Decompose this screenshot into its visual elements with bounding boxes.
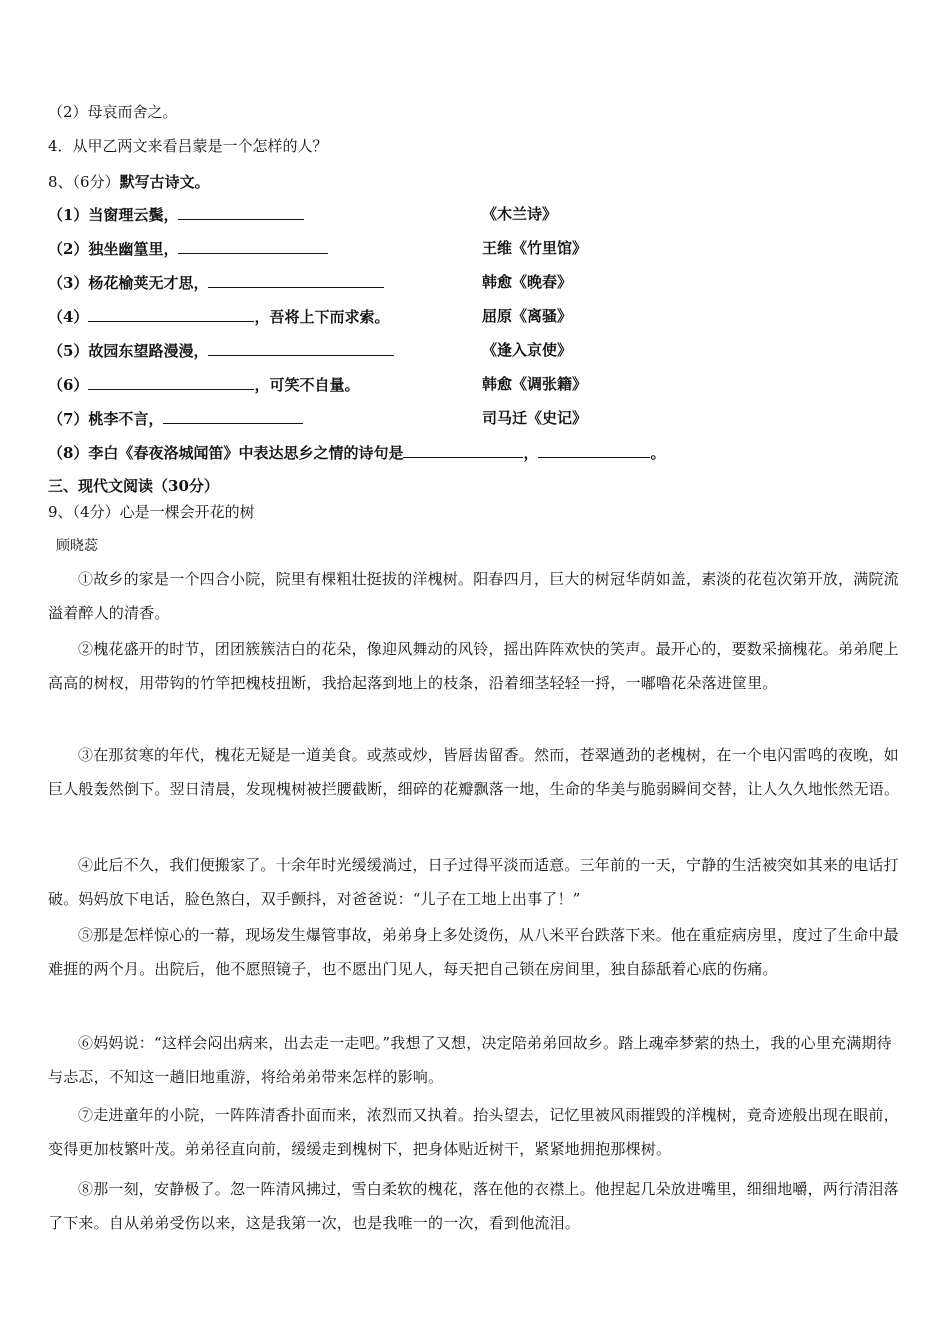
article-paragraph-8: ⑧那一刻，安静极了。忽一阵清风拂过，雪白柔软的槐花，落在他的衣襟上。他捏起几朵放进嘴里，细细地嚼，两行清泪落了下来。自从弟弟受伤以来，这是我第一次，也是我唯一的一次，看到他流泪。 bbox=[48, 1180, 899, 1232]
poem-item-8-blank-2[interactable] bbox=[538, 442, 650, 458]
poem-item-7-text: （7）桃李不言， bbox=[48, 410, 164, 428]
section-8-heading bbox=[48, 172, 210, 192]
poem-item-5-blank[interactable] bbox=[208, 340, 394, 356]
poem-item-7-source: 司马迁《史记》 bbox=[482, 409, 588, 427]
poem-item-3-blank[interactable] bbox=[208, 272, 384, 288]
poem-item-7-blank[interactable] bbox=[163, 408, 303, 424]
poem-item-4-text: ，吾将上下而求索。 bbox=[254, 308, 390, 326]
poem-item-5-source: 《逢入京使》 bbox=[482, 341, 573, 359]
poem-item-4-number: （4） bbox=[48, 308, 89, 326]
question-9-title: 9、（4分）心是一棵会开花的树 bbox=[48, 503, 255, 521]
poem-item-8-blank-1[interactable] bbox=[403, 442, 523, 458]
poem-item-2 bbox=[48, 238, 328, 259]
section-3-heading: 三、现代文阅读（30分） bbox=[48, 477, 219, 495]
poem-item-3-text: （3）杨花榆荚无才思， bbox=[48, 274, 209, 292]
poem-item-4 bbox=[48, 306, 389, 327]
section-8-title: 默写古诗文。 bbox=[119, 173, 210, 191]
article-paragraph-6: ⑥妈妈说：“这样会闷出病来，出去走一走吧。”我想了又想，决定陪弟弟回故乡。踏上魂牵梦萦的热土，我的心里充满期待与忐忑，不知这一趟旧地重游，将给弟弟带来怎样的影响。 bbox=[48, 1034, 892, 1086]
poem-item-8 bbox=[48, 442, 665, 463]
poem-item-5 bbox=[48, 340, 394, 361]
poem-item-3 bbox=[48, 272, 384, 293]
poem-item-1-source: 《木兰诗》 bbox=[482, 205, 558, 223]
article-paragraph-4: ④此后不久，我们便搬家了。十余年时光缓缓淌过，日子过得平淡而适意。三年前的一天，宁静的生活被突如其来的电话打破。妈妈放下电话，脸色煞白，双手颤抖，对爸爸说：“儿子在工地上出事了！” bbox=[48, 856, 899, 908]
section-8-number: 8、（6分） bbox=[48, 173, 120, 191]
poem-item-2-text: （2）独坐幽篁里， bbox=[48, 240, 179, 258]
poem-item-6-number: （6） bbox=[48, 376, 89, 394]
article-author: 顾晓蕊 bbox=[56, 538, 98, 554]
poem-item-1-blank[interactable] bbox=[178, 204, 304, 220]
poem-item-8-end: 。 bbox=[650, 444, 666, 462]
poem-item-6 bbox=[48, 374, 359, 395]
poem-item-4-source: 屈原《离骚》 bbox=[482, 307, 573, 325]
poem-item-6-source: 韩愈《调张籍》 bbox=[482, 375, 588, 393]
article-paragraph-5: ⑤那是怎样惊心的一幕，现场发生爆管事故，弟弟身上多处烫伤，从八米平台跌落下来。他在重症病房里，度过了生命中最难捱的两个月。出院后，他不愿照镜子，也不愿出门见人，每天把自己锁在房间里，独自舔舐着心底的伤痛。 bbox=[48, 926, 899, 978]
poem-item-2-source: 王维《竹里馆》 bbox=[482, 239, 588, 257]
poem-item-5-text: （5）故园东望路漫漫， bbox=[48, 342, 209, 360]
poem-item-8-separator: ， bbox=[523, 444, 539, 462]
poem-item-6-blank[interactable] bbox=[88, 374, 254, 390]
question-4-line: 4．从甲乙两文来看吕蒙是一个怎样的人？ bbox=[48, 137, 328, 155]
question-2-line: （2）母哀而舍之。 bbox=[48, 103, 178, 121]
poem-item-7 bbox=[48, 408, 303, 429]
poem-item-8-text: （8）李白《春夜洛城闻笛》中表达思乡之情的诗句是 bbox=[48, 444, 404, 462]
poem-item-1-text: （1）当窗理云鬓， bbox=[48, 206, 179, 224]
article-paragraph-3: ③在那贫寒的年代，槐花无疑是一道美食。或蒸或炒，皆唇齿留香。然而，苍翠遒劲的老槐树，在一个电闪雷鸣的夜晚，如巨人般轰然倒下。翌日清晨，发现槐树被拦腰截断，细碎的花瓣飘落一地，生命的华美与脆弱瞬间交替，让人久久地怅然无语。 bbox=[48, 746, 900, 798]
poem-item-2-blank[interactable] bbox=[178, 238, 328, 254]
article-paragraph-1: ①故乡的家是一个四合小院，院里有棵粗壮挺拔的洋槐树。阳春四月，巨大的树冠华荫如盖，素淡的花苞次第开放，满院流溢着醉人的清香。 bbox=[48, 570, 899, 622]
article-paragraph-2: ②槐花盛开的时节，团团簇簇洁白的花朵，像迎风舞动的风铃，摇出阵阵欢快的笑声。最开心的，要数采摘槐花。弟弟爬上高高的树杈，用带钩的竹竿把槐枝扭断，我拾起落到地上的枝条，沿着细茎轻轻一捋，一嘟噜花朵落进筐里。 bbox=[48, 640, 899, 692]
poem-item-1 bbox=[48, 204, 304, 225]
poem-item-3-source: 韩愈《晚春》 bbox=[482, 273, 573, 291]
poem-item-4-blank[interactable] bbox=[88, 306, 254, 322]
poem-item-6-text: ，可笑不自量。 bbox=[254, 376, 360, 394]
article-paragraph-7: ⑦走进童年的小院，一阵阵清香扑面而来，浓烈而又执着。抬头望去，记忆里被风雨摧毁的洋槐树，竟奇迹般出现在眼前，变得更加枝繁叶茂。弟弟径直向前，缓缓走到槐树下，把身体贴近树干，紧紧地拥抱那棵树。 bbox=[48, 1106, 899, 1158]
